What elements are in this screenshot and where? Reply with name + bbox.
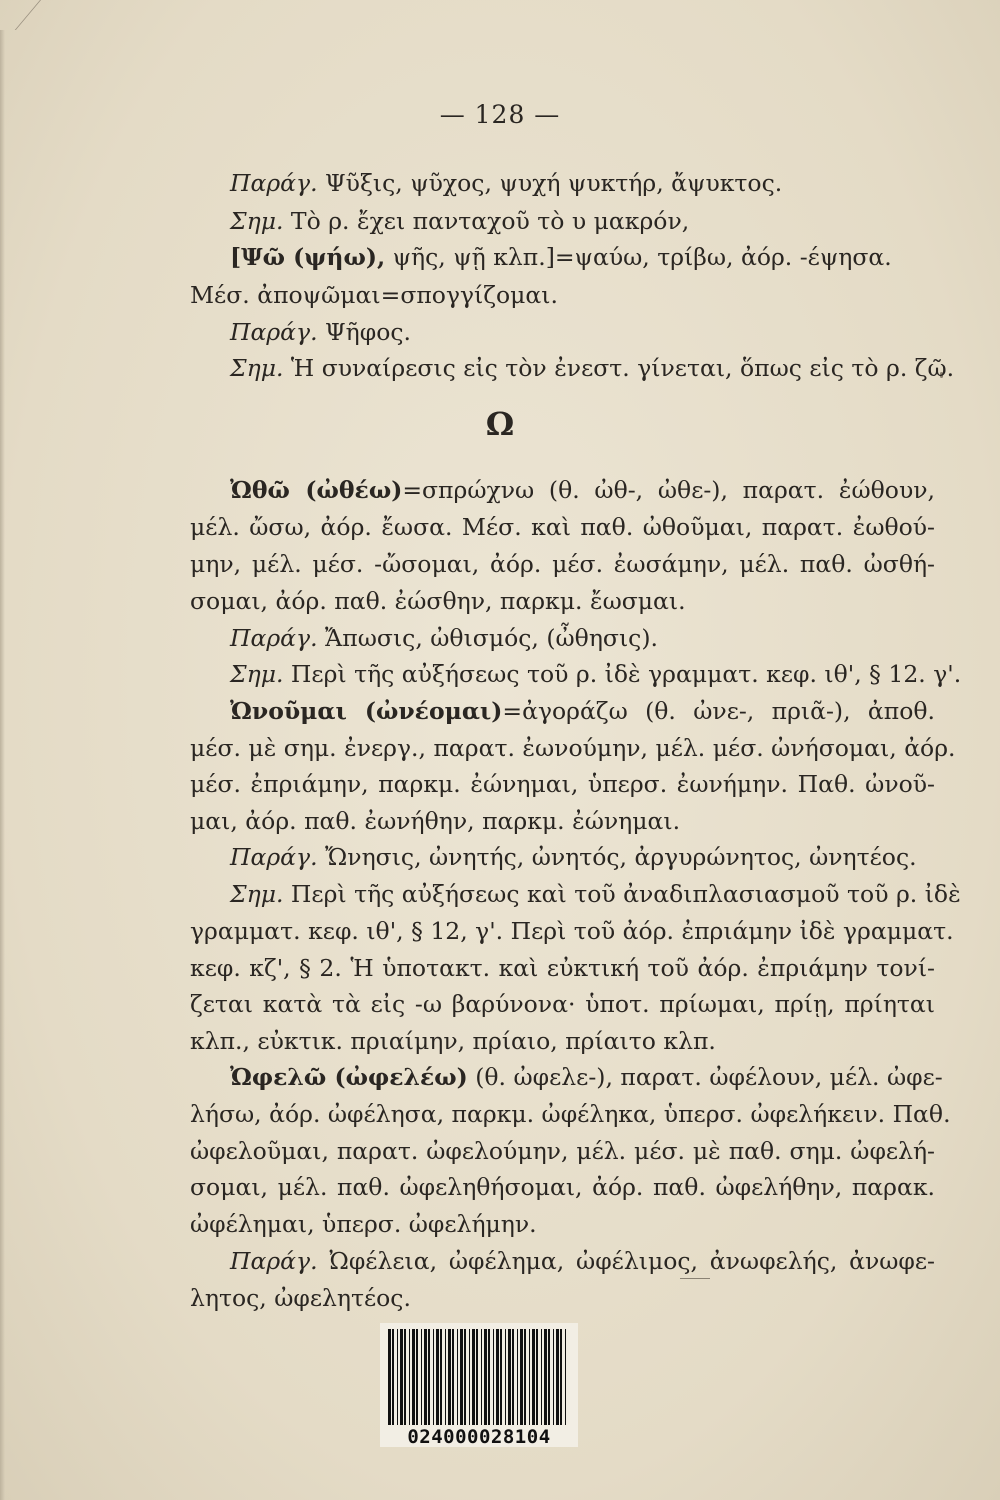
barcode-bar — [436, 1329, 439, 1425]
text-line — [190, 990, 935, 1018]
barcode-bar — [560, 1329, 562, 1425]
line-text: =ἀγοράζω (θ. ὠνε-, πριᾶ-), ἀποθ. — [502, 697, 935, 725]
barcode-bar — [397, 1329, 398, 1425]
barcode-bar — [565, 1329, 566, 1425]
divider-rule — [680, 1278, 710, 1279]
line-text: Μέσ. ἀποψῶμαι=σπογγίζομαι. — [190, 281, 558, 309]
barcode-bar — [457, 1329, 458, 1425]
barcode-bar — [548, 1329, 550, 1425]
line-text: ψῆς, ψῇ κλπ.]=ψαύω, τρίβω, ἀόρ. -έψησα. — [385, 243, 892, 271]
text-line — [190, 1027, 935, 1055]
barcode-bar — [532, 1329, 535, 1425]
text-line — [230, 169, 935, 197]
barcode-bar — [421, 1329, 422, 1425]
barcode-bar — [536, 1329, 538, 1425]
barcode-bar — [469, 1329, 470, 1425]
barcode-bar — [488, 1329, 490, 1425]
line-text: σομαι, μέλ. παθ. ὠφεληθήσομαι, ἀόρ. παθ. ὠφελήθην, παρακ. — [190, 1173, 935, 1201]
barcode-bar — [433, 1329, 434, 1425]
section-letter: Ω — [485, 405, 515, 443]
text-line — [230, 660, 962, 688]
barcode-bar — [464, 1329, 466, 1425]
barcode-bar — [400, 1329, 403, 1425]
barcode-bar — [496, 1329, 499, 1425]
line-text: λήσω, ἀόρ. ὠφέλησα, παρκμ. ὠφέληκα, ὑπερσ. ὠφελήκειν. Παθ. — [190, 1100, 951, 1128]
barcode-bar — [440, 1329, 442, 1425]
section-label: Σημ. — [230, 207, 284, 235]
barcode-bar — [484, 1329, 487, 1425]
barcode-bar — [556, 1329, 559, 1425]
page-spine-shadow — [0, 30, 5, 1500]
text-line — [230, 843, 935, 871]
line-text: ὠφελοῦμαι, παρατ. ὠφελούμην, μέλ. μέσ. μὲ παθ. σημ. ὠφελή- — [190, 1137, 935, 1165]
section-label: Παράγ. — [230, 1247, 318, 1275]
barcode-bar — [409, 1329, 410, 1425]
text-line — [230, 243, 935, 271]
text-line — [190, 550, 935, 578]
page-corner-fold — [0, 0, 41, 30]
line-text: (θ. ὠφελε-), παρατ. ὠφέλουν, μέλ. ὠφε- — [467, 1063, 943, 1091]
text-line — [230, 476, 935, 504]
barcode-bar — [505, 1329, 506, 1425]
barcode-bar — [412, 1329, 415, 1425]
barcode-bar — [500, 1329, 502, 1425]
barcode-bar — [424, 1329, 427, 1425]
text-line — [190, 1137, 935, 1165]
barcode-bar — [493, 1329, 494, 1425]
text-line — [230, 207, 935, 235]
text-line — [190, 281, 935, 309]
line-text: Ψῦξις, ψῦχος, ψυχή ψυκτήρ, ἄψυκτος. — [317, 169, 783, 197]
line-text: μέλ. ὤσω, ἀόρ. ἔωσα. Μέσ. καὶ παθ. ὠθοῦμαι, παρατ. ἐωθού- — [190, 513, 935, 541]
section-label: Σημ. — [230, 880, 284, 908]
line-text: γραμματ. κεφ. ιθ', § 12, γ'. Περὶ τοῦ ἀόρ. ἐπριάμην ἰδὲ γραμματ. — [190, 917, 954, 945]
line-text: σομαι, ἀόρ. παθ. ἐώσθην, παρκμ. ἔωσμαι. — [190, 587, 686, 615]
barcode-bar — [404, 1329, 406, 1425]
barcode-bar — [520, 1329, 523, 1425]
barcode-bar — [445, 1329, 446, 1425]
text-line — [230, 697, 935, 725]
barcode-bar — [541, 1329, 542, 1425]
text-line — [190, 587, 935, 615]
barcode-number: 024000028104 — [407, 1426, 551, 1448]
line-text: ζεται κατὰ τὰ εἰς -ω βαρύνονα· ὑποτ. πρίωμαι, πρίῃ, πρίηται — [190, 990, 935, 1018]
line-text: Ψῆφος. — [317, 318, 411, 346]
line-text: μαι, ἀόρ. παθ. ἐωνήθην, παρκμ. ἐώνημαι. — [190, 807, 681, 835]
barcode-bar — [460, 1329, 463, 1425]
line-text: κλπ., εὐκτικ. πριαίμην, πρίαιο, πρίαιτο κλπ. — [190, 1027, 716, 1055]
line-text: ὠφέλημαι, ὑπερσ. ὠφελήμην. — [190, 1210, 537, 1238]
line-text: μέσ. ἐπριάμην, παρκμ. ἐώνημαι, ὑπερσ. ἐωνήμην. Παθ. ὠνοῦ- — [190, 770, 935, 798]
text-line — [230, 624, 935, 652]
barcode-bar — [452, 1329, 454, 1425]
text-line — [230, 318, 935, 346]
section-label: Παράγ. — [230, 624, 318, 652]
line-text: Ὠφέλεια, ὠφέλημα, ὠφέλιμος, ἀνωφελής, ἀνωφε- — [317, 1247, 935, 1275]
text-line — [190, 807, 935, 835]
barcode-bar — [448, 1329, 451, 1425]
line-text: Τὸ ρ. ἔχει πανταχοῦ τὸ υ μακρόν, — [283, 207, 690, 235]
line-text: λητος, ὠφελητέος. — [190, 1284, 411, 1312]
barcode — [380, 1323, 578, 1447]
barcode-bar — [524, 1329, 526, 1425]
barcode-bar — [388, 1329, 391, 1425]
text-line — [190, 1173, 935, 1201]
text-line — [230, 1247, 935, 1275]
section-label: Σημ. — [230, 660, 284, 688]
text-line — [190, 917, 954, 945]
barcode-bar — [428, 1329, 430, 1425]
text-line — [190, 1284, 935, 1312]
line-text: =σπρώχνω (θ. ὠθ-, ὠθε-), παρατ. ἐώθουν, — [402, 476, 935, 504]
line-text: Περὶ τῆς αὐξήσεως τοῦ ρ. ἰδὲ γραμματ. κεφ. ιθ', § 12. γ'. — [283, 660, 962, 688]
text-line — [190, 1210, 935, 1238]
section-label: Παράγ. — [230, 843, 318, 871]
line-text: μην, μέλ. μέσ. -ὤσομαι, ἀόρ. μέσ. ἐωσάμην, μέλ. παθ. ὠσθή- — [190, 550, 935, 578]
line-text: μέσ. μὲ σημ. ἐνεργ., παρατ. ἐωνούμην, μέλ. μέσ. ὠνήσομαι, ἀόρ. — [190, 734, 956, 762]
page-number: — 128 — — [439, 100, 561, 129]
barcode-bar — [529, 1329, 530, 1425]
text-line — [190, 770, 935, 798]
barcode-bar — [517, 1329, 518, 1425]
text-line — [190, 954, 935, 982]
line-text: κεφ. κζ', § 2. Ἡ ὑποτακτ. καὶ εὐκτική τοῦ ἀόρ. ἐπριάμην τονί- — [190, 954, 935, 982]
barcode-bar — [508, 1329, 511, 1425]
line-text: Ἄπωσις, ὠθισμός, (ὦθησις). — [317, 624, 658, 652]
barcode-bar — [481, 1329, 482, 1425]
line-text: Ὤνησις, ὠνητής, ὠνητός, ἀργυρώνητος, ὠνητέος. — [317, 843, 917, 871]
section-label: Σημ. — [230, 354, 284, 382]
text-line — [230, 1063, 943, 1091]
line-text: Περὶ τῆς αὐξήσεως καὶ τοῦ ἀναδιπλασιασμοῦ τοῦ ρ. ἰδὲ — [283, 880, 961, 908]
barcode-bar — [392, 1329, 394, 1425]
headword: Ὠθῶ (ὠθέω) — [230, 476, 403, 504]
headword: [Ψῶ (ψήω), — [230, 243, 386, 271]
text-line — [230, 880, 961, 908]
text-line — [190, 734, 956, 762]
barcode-bar — [472, 1329, 475, 1425]
barcode-bars — [388, 1329, 570, 1425]
text-line — [190, 1100, 951, 1128]
line-text: Ἡ συναίρεσις εἰς τὸν ἐνεστ. γίνεται, ὅπως εἰς τὸ ρ. ζῶ. — [283, 354, 955, 382]
headword: Ὠφελῶ (ὠφελέω) — [230, 1063, 468, 1091]
barcode-bar — [416, 1329, 418, 1425]
barcode-bar — [476, 1329, 478, 1425]
barcode-bar — [512, 1329, 514, 1425]
section-label: Παράγ. — [230, 318, 318, 346]
section-label: Παράγ. — [230, 169, 318, 197]
text-line — [190, 513, 935, 541]
headword: Ὠνοῦμαι (ὠνέομαι) — [230, 697, 503, 725]
barcode-bar — [544, 1329, 547, 1425]
text-line — [230, 354, 955, 382]
barcode-bar — [553, 1329, 554, 1425]
